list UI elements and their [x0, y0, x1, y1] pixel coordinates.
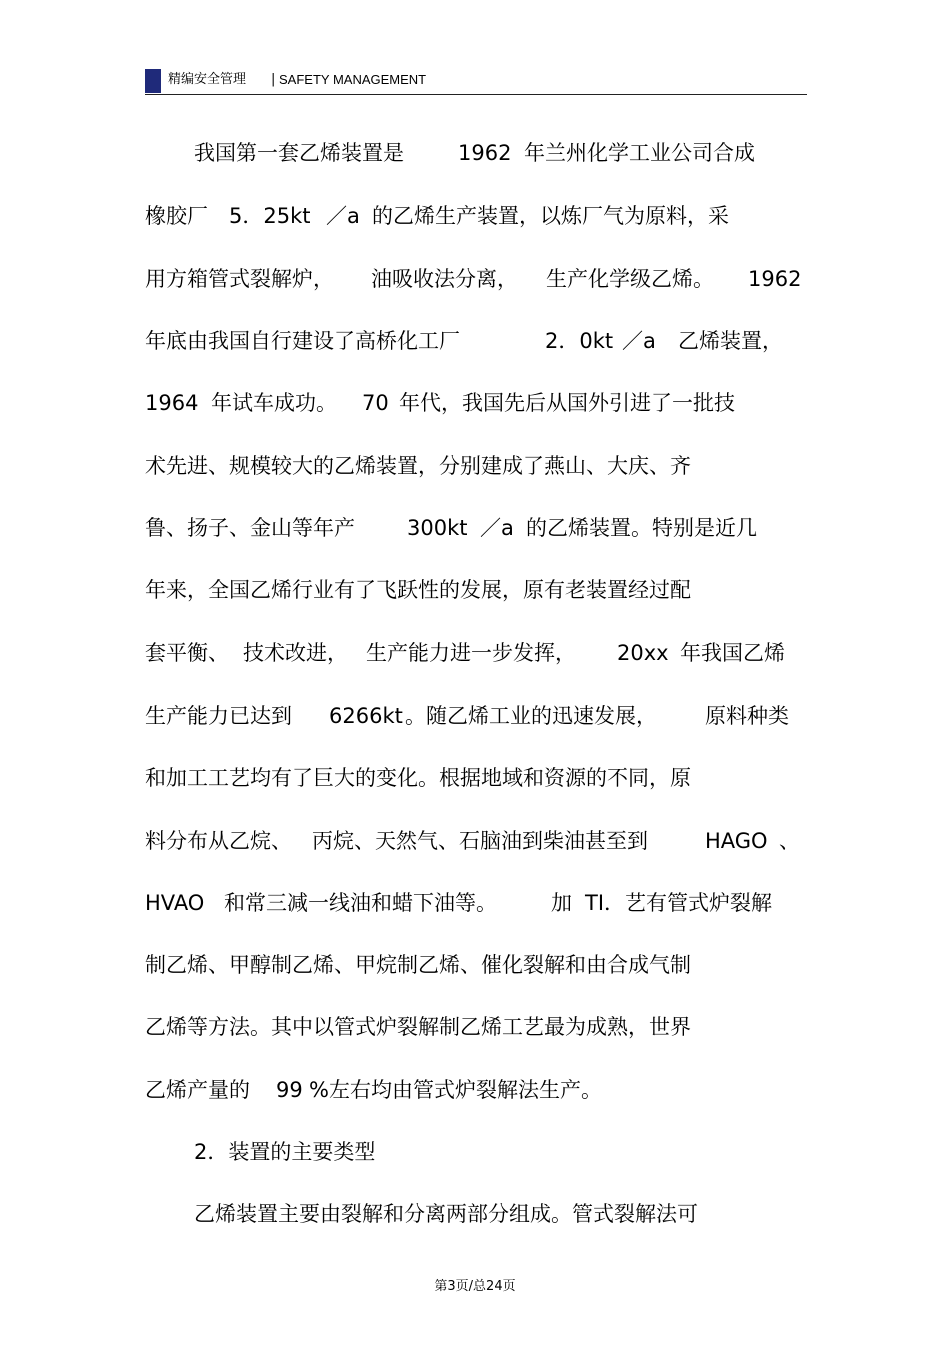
text-segment: 的乙烯装置。特别是近几 — [526, 516, 757, 540]
text-segment: 、 — [779, 829, 800, 853]
text-segment: 1964 — [145, 391, 199, 415]
section-heading: 2．装置的主要类型 — [194, 1140, 376, 1164]
logo-icon — [145, 69, 161, 93]
text-segment: 年底由我国自行建设了高桥化工厂 — [145, 329, 460, 353]
text-segment: 生产能力进一步发挥， — [366, 641, 576, 665]
text-segment: HVAO — [145, 891, 205, 915]
text-segment: 和加工工艺均有了巨大的变化。根据地域和资源的不同，原 — [145, 766, 691, 790]
text-segment: 丙烷、天然气、石脑油到柴油甚至到 — [312, 829, 648, 853]
text-segment: 1962 — [458, 141, 512, 165]
text-segment: 乙烯等方法。其中以管式炉裂解制乙烯工艺最为成熟，世界 — [145, 1015, 691, 1039]
text-segment: 20xx — [617, 641, 669, 665]
text-segment: 5．25kt — [229, 204, 311, 228]
text-segment: 乙烯装置主要由裂解和分离两部分组成。管式裂解法可 — [194, 1202, 698, 1226]
text-segment: 生产化学级乙烯。 — [546, 267, 714, 291]
text-segment: 年来，全国乙烯行业有了飞跃性的发展，原有老装置经过配 — [145, 578, 691, 602]
text-segment: 生产能力已达到 — [145, 704, 292, 728]
text-segment: 300kt — [407, 516, 468, 540]
text-segment: 年代，我国先后从国外引进了一批技 — [399, 391, 735, 415]
text-segment: 6266kt — [329, 704, 403, 728]
page-header — [145, 68, 807, 95]
text-segment: 。随乙烯工业的迅速发展， — [405, 704, 657, 728]
text-segment: 橡胶厂 — [145, 204, 208, 228]
text-segment: 70 — [362, 391, 389, 415]
text-segment: 术先进、规模较大的乙烯装置，分别建成了燕山、大庆、齐 — [145, 454, 691, 478]
text-segment: 年兰州化学工业公司合成 — [524, 141, 755, 165]
text-segment: 乙烯产量的 — [145, 1078, 250, 1102]
text-segment: TI．艺有管式炉裂解 — [585, 891, 773, 915]
text-segment: 年试车成功。 — [211, 391, 337, 415]
text-segment: ／a — [622, 329, 656, 353]
text-segment: 年我国乙烯 — [680, 641, 785, 665]
header-title-en: SAFETY MANAGEMENT — [279, 72, 427, 87]
header-title-cn: 精编安全管理 — [168, 72, 247, 87]
text-segment: 用方箱管式裂解炉， — [145, 267, 334, 291]
text-segment: 套平衡、 — [145, 641, 229, 665]
text-segment: 原料种类 — [705, 704, 789, 728]
text-segment: 鲁、扬子、金山等年产 — [145, 516, 355, 540]
text-segment: 料分布从乙烷、 — [145, 829, 292, 853]
text-segment: 的乙烯生产装置，以炼厂气为原料，采 — [372, 204, 729, 228]
text-segment: 技术改进， — [243, 641, 348, 665]
text-segment: 和常三减一线油和蜡下油等。 — [224, 891, 497, 915]
text-segment: 乙烯装置， — [678, 329, 783, 353]
text-segment: HAGO — [705, 829, 768, 853]
header-separator: | — [271, 72, 276, 87]
text-segment: 油吸收法分离， — [371, 267, 518, 291]
text-segment: ／a — [480, 516, 514, 540]
text-segment: 制乙烯、甲醇制乙烯、甲烷制乙烯、催化裂解和由合成气制 — [145, 953, 691, 977]
text-segment: %左右均由管式炉裂解法生产。 — [309, 1078, 602, 1102]
text-segment: 我国第一套乙烯装置是 — [194, 141, 404, 165]
text-segment: ／a — [326, 204, 360, 228]
text-segment: 1962 — [748, 267, 802, 291]
text-segment: 加 — [551, 891, 572, 915]
text-segment: 2．0kt — [545, 329, 614, 353]
text-segment: 99 — [276, 1078, 303, 1102]
page-footer: 第3页/总24页 — [434, 1279, 516, 1294]
